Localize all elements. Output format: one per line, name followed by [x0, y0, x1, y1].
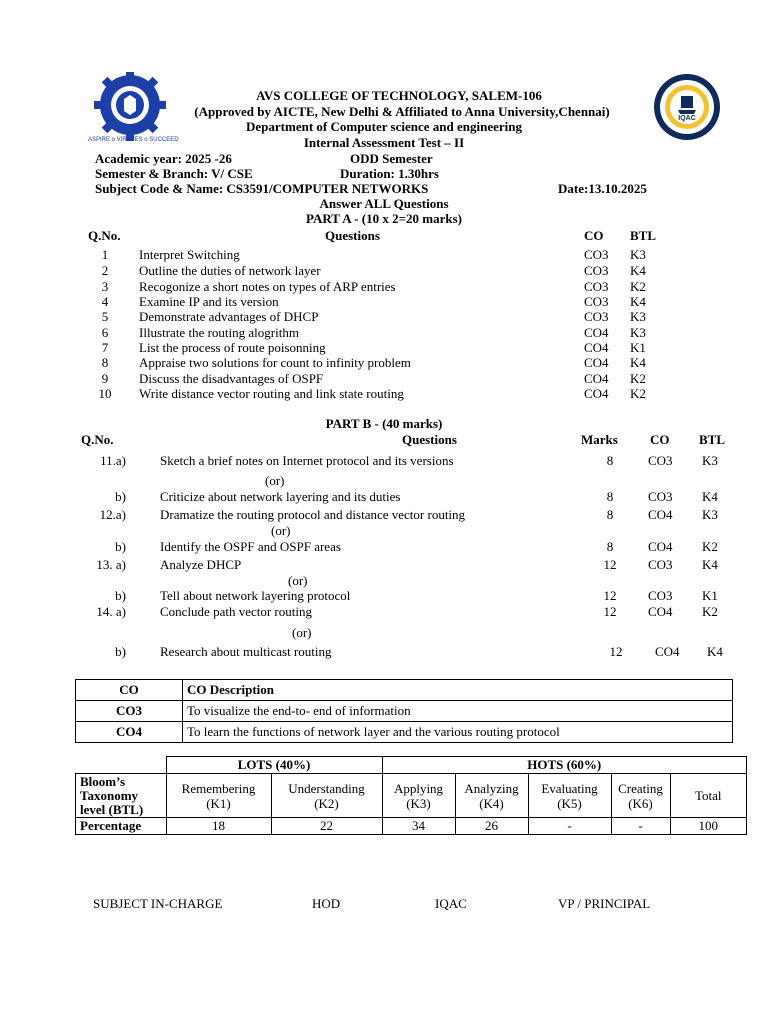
part-a-title: PART A - (10 x 2=20 marks) [306, 211, 462, 226]
part-b-row: b) Criticize about network layering and its duties 8 CO3 K4 [115, 489, 718, 504]
co-code: CO3 [76, 701, 183, 722]
approval-line: (Approved by AICTE, New Delhi & Affiliated to Anna University,Chennai) [194, 104, 610, 119]
part-a-col-questions: Questions [325, 228, 380, 243]
part-a-row: 10 Write distance vector routing and link state routing CO4 K2 [98, 386, 646, 401]
college-name: AVS COLLEGE OF TECHNOLOGY, SALEM-106 [256, 88, 542, 103]
btl-percentage: - [528, 818, 611, 835]
percentage-label: Percentage [76, 818, 167, 835]
co-description: To learn the functions of network layer and the various routing protocol [183, 722, 733, 743]
part-a-col-qno: Q.No. [88, 228, 121, 243]
signature-hod: HOD [312, 896, 341, 911]
btl-level: Analyzing (K4) [455, 774, 528, 818]
btl-percentage: 34 [382, 818, 455, 835]
btl-table-blank [76, 757, 167, 774]
part-b-col-co: CO [650, 432, 670, 447]
part-b-row: 12.a) Dramatize the routing protocol and distance vector routing 8 CO4 K3 [99, 507, 718, 522]
btl-level: Applying (K3) [382, 774, 455, 818]
iqac-logo-text: IQAC [678, 115, 696, 122]
btl-table [75, 756, 747, 835]
btl-total-header: Total [670, 774, 747, 818]
part-b-row: b) Tell about network layering protocol 12 CO3 K1 [115, 588, 718, 603]
btl-level: Understanding (K2) [271, 774, 382, 818]
part-b-title: PART B - (40 marks) [325, 416, 443, 431]
duration: Duration: 1.30hrs [340, 166, 439, 181]
co-description: To visualize the end-to- end of information [183, 701, 733, 722]
co-code: CO4 [76, 722, 183, 743]
part-a-row: 6 Illustrate the routing alogrithm CO4 K3 [101, 325, 646, 340]
part-a-row: 3 Recogonize a short notes on types of ARP entries CO3 K2 [101, 279, 646, 294]
part-a-row: 9 Discuss the disadvantages of OSPF CO4 K2 [101, 371, 646, 386]
co-table [75, 679, 733, 743]
part-b-row: 11.a) Sketch a brief notes on Internet protocol and its versions 8 CO3 K3 [100, 453, 718, 468]
semester-branch: Semester & Branch: V/ CSE [95, 166, 253, 181]
part-b-col-qno: Q.No. [81, 432, 114, 447]
answer-all: Answer ALL Questions [319, 196, 449, 211]
part-b-col-marks: Marks [581, 432, 618, 447]
lots-header: LOTS (40%) [166, 757, 382, 774]
co-table-header-desc: CO Description [183, 680, 733, 701]
signature-iqac: IQAC [435, 896, 467, 911]
part-b-col-btl: BTL [699, 432, 726, 447]
part-b-row: b) Identify the OSPF and OSPF areas 8 CO4 K2 [115, 539, 718, 554]
part-b-col-questions: Questions [402, 432, 457, 447]
part-b-row: 13. a) Analyze DHCP 12 CO3 K4 [96, 557, 718, 572]
btl-percentage: - [611, 818, 670, 835]
or-separator: (or) [271, 523, 291, 538]
btl-total: 100 [670, 818, 747, 835]
subject: Subject Code & Name: CS3591/COMPUTER NETWORKS [95, 181, 429, 196]
exam-date: Date:13.10.2025 [558, 181, 647, 196]
department-name: Department of Computer science and engineering [246, 119, 522, 134]
part-a-row: 5 Demonstrate advantages of DHCP CO3 K3 [101, 309, 646, 324]
part-a-col-btl: BTL [630, 228, 657, 243]
btl-level: Creating (K6) [611, 774, 670, 818]
signature-principal: VP / PRINCIPAL [558, 896, 651, 911]
test-title: Internal Assessment Test – II [303, 135, 465, 150]
part-b-row: b) Research about multicast routing 12 CO4 K4 [115, 644, 723, 659]
logo-motto: ASPIRE o VIRTUES o SUCCEED [88, 137, 179, 143]
co-table-header-co: CO [76, 680, 183, 701]
part-a-col-co: CO [584, 228, 604, 243]
btl-row-label: Bloom’s Taxonomy level (BTL) [76, 774, 167, 818]
or-separator: (or) [292, 625, 312, 640]
part-a-row: 4 Examine IP and its version CO3 K4 [101, 294, 646, 309]
or-separator: (or) [265, 473, 285, 488]
or-separator: (or) [288, 573, 308, 588]
semester: ODD Semester [350, 151, 433, 166]
btl-level: Evaluating (K5) [528, 774, 611, 818]
btl-percentage: 22 [271, 818, 382, 835]
btl-percentage: 26 [455, 818, 528, 835]
part-a-row: 1 Interpret Switching CO3 K3 [101, 247, 646, 262]
btl-percentage: 18 [166, 818, 271, 835]
btl-level: Remembering (K1) [166, 774, 271, 818]
signature-subject-incharge: SUBJECT IN-CHARGE [93, 896, 223, 911]
part-a-row: 7 List the process of route poisonning CO4 K1 [101, 340, 646, 355]
part-b-row: 14. a) Conclude path vector routing 12 CO4 K2 [96, 604, 718, 619]
hots-header: HOTS (60%) [382, 757, 747, 774]
part-a-row: 2 Outline the duties of network layer CO3 K4 [101, 263, 646, 278]
part-a-row: 8 Appraise two solutions for count to infinity problem CO4 K4 [101, 355, 646, 370]
academic-year: Academic year: 2025 -26 [95, 151, 232, 166]
